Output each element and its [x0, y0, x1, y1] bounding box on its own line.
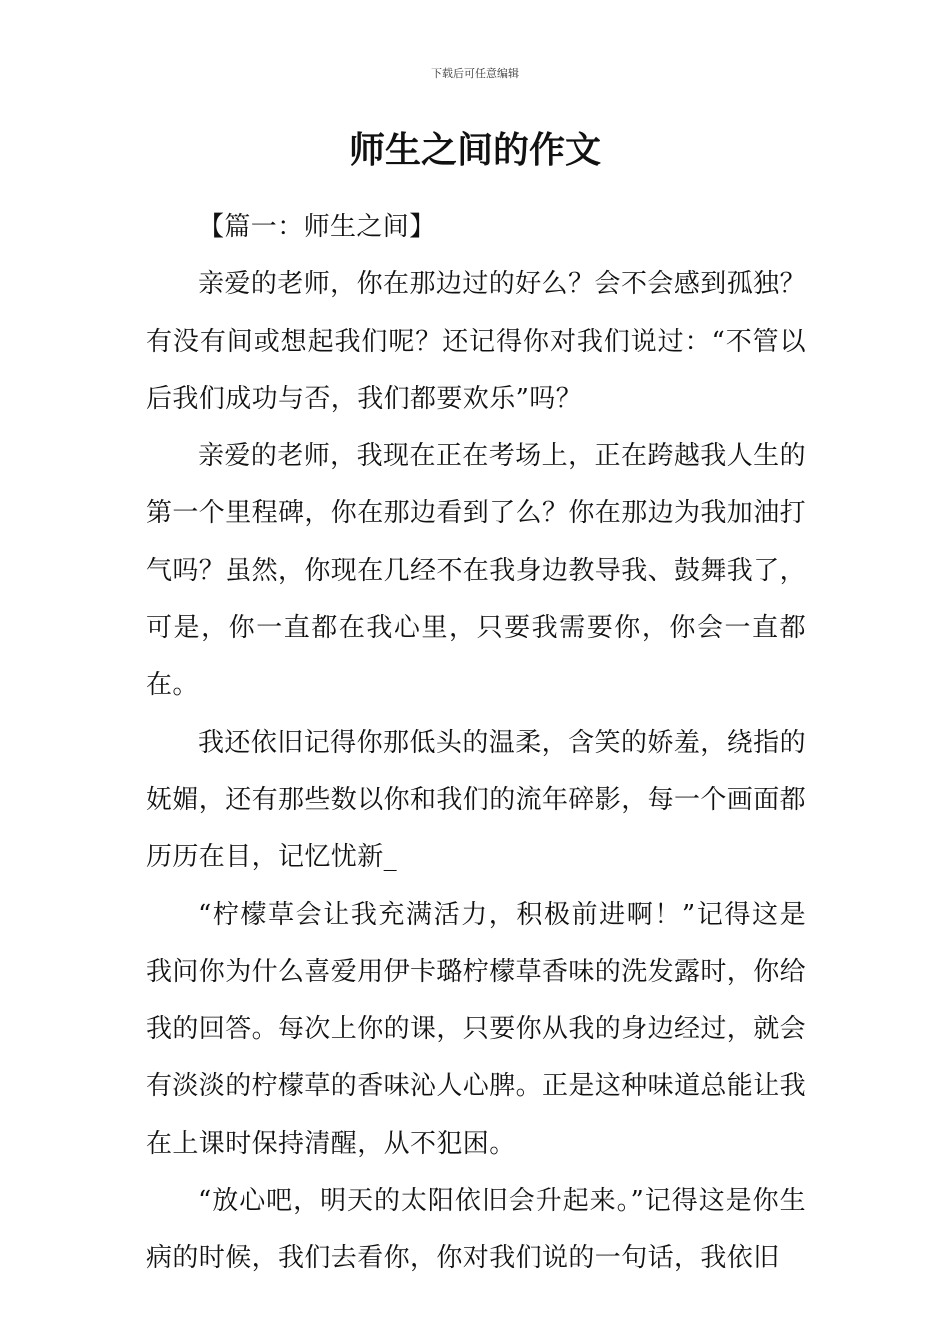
- paragraph: “柠檬草会让我充满活力，积极前进啊！”记得这是我问你为什么喜爱用伊卡璐柠檬草香味的洗发露时，你给我的回答。每次上你的课，只要你从我的身边经过，就会有淡淡的柠檬草的香味沁人心脾。正是这种味道总能让我在上课时保持清醒，从不犯困。: [146, 899, 807, 1159]
- document-body: [146, 199, 806, 1288]
- paragraph: 亲爱的老师，你在那边过的好么？会不会感到孤独？有没有间或想起我们呢？还记得你对我们说过：“不管以后我们成功与否，我们都要欢乐”吗？: [146, 269, 806, 414]
- paragraph: “放心吧，明天的太阳依旧会升起来。”记得这是你生病的时候，我们去看你，你对我们说的一句话，我依旧: [146, 1186, 806, 1274]
- paragraph: 我还依旧记得你那低头的温柔，含笑的娇羞，绕指的妩媚，还有那些数以你和我们的流年碎影，每一个画面都历历在目，记忆忧新_: [146, 727, 807, 873]
- section-heading: 【篇一：师生之间】: [198, 212, 436, 242]
- document-title: 师生之间的作文: [348, 130, 601, 171]
- page-header-note: 下载后可任意编辑: [431, 67, 519, 80]
- paragraph: 亲爱的老师，我现在正在考场上，正在跨越我人生的第一个里程碑，你在那边看到了么？你在那边为我加油打气吗？虽然，你现在几经不在我身边教导我、鼓舞我了，可是，你一直都在我心里，只要我需要你，你会一直都在。: [146, 441, 807, 701]
